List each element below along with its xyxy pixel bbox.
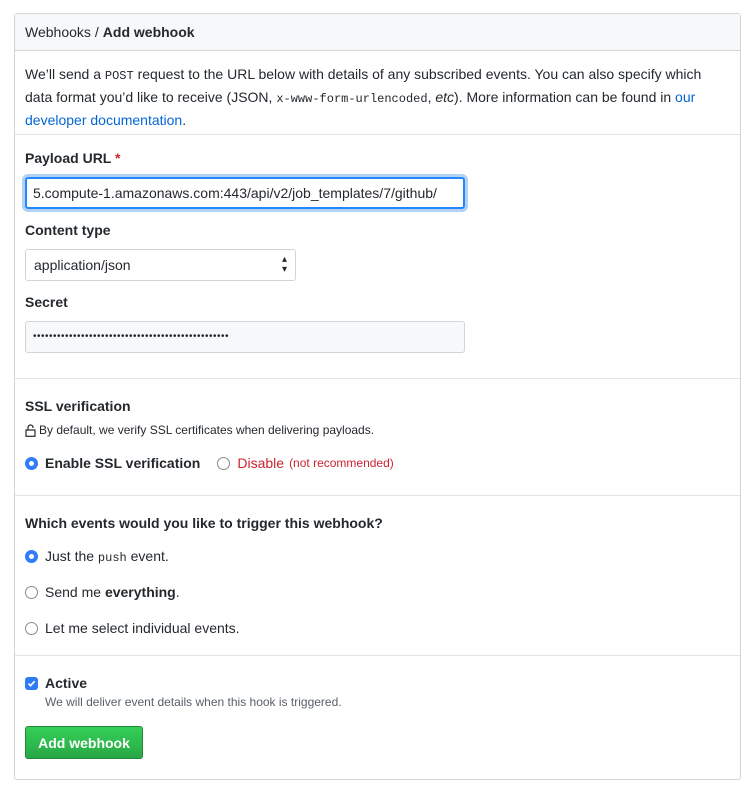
intro-part5: .	[182, 112, 187, 128]
ssl-options	[25, 455, 730, 471]
event-everything-bold: everything	[104, 584, 176, 600]
event-push-text-b: event.	[126, 547, 169, 564]
payload-url-input[interactable]: 5.compute-1.amazonaws.com:443/api/v2/job_templates/7/github/	[25, 177, 465, 209]
events-section	[15, 496, 740, 656]
ssl-disable-radio[interactable]	[217, 457, 230, 470]
intro-code-urlencoded: x-www-form-urlencoded	[276, 92, 428, 106]
intro-etc: etc	[435, 89, 455, 105]
content-type-label: Content type	[25, 222, 111, 238]
active-label[interactable]: Active	[45, 675, 88, 691]
ssl-title: SSL verification	[25, 398, 131, 414]
secret-label: Secret	[25, 294, 68, 310]
intro-part4: ). More information can be found in	[454, 89, 676, 105]
intro-part3: ,	[427, 89, 436, 105]
ssl-disable-note: (not recommended)	[289, 456, 394, 470]
event-option-everything[interactable]	[25, 574, 730, 610]
event-everything-text-b: .	[175, 584, 180, 600]
event-option-individual[interactable]	[25, 610, 730, 646]
select-arrows-icon: ▴ ▾	[281, 254, 287, 275]
active-checkbox[interactable]	[25, 677, 38, 690]
webhook-config-form	[15, 135, 740, 379]
intro-text	[15, 51, 740, 135]
breadcrumb-separator: /	[94, 24, 99, 40]
payload-url-label	[25, 150, 730, 166]
add-webhook-button[interactable]: Add webhook	[25, 726, 143, 759]
content-type-value: application/json	[34, 257, 131, 273]
breadcrumb-webhooks-link[interactable]: Webhooks	[25, 24, 91, 40]
ssl-note	[25, 423, 730, 437]
ssl-enable-label[interactable]: Enable SSL verification	[45, 455, 201, 471]
event-push-radio[interactable]	[25, 550, 38, 563]
ssl-enable-radio[interactable]	[25, 457, 38, 470]
event-push-text-a: Just the	[45, 547, 98, 564]
ssl-disable-option[interactable]	[217, 455, 393, 471]
active-section	[15, 656, 740, 759]
intro-part2: request to the URL below with details of any subscribed events. You can also specify which data format you’d like to receive (JSON,	[25, 66, 702, 105]
ssl-verification-section	[15, 379, 740, 496]
event-everything-text-a: Send me	[45, 584, 105, 600]
event-everything-radio[interactable]	[25, 586, 38, 599]
event-individual-label[interactable]: Let me select individual events.	[45, 620, 240, 636]
breadcrumb-current: Add webhook	[102, 24, 195, 40]
events-title: Which events would you like to trigger this webhook?	[25, 515, 383, 531]
unlock-icon	[25, 424, 36, 437]
content-type-select[interactable]	[25, 249, 296, 281]
intro-code-post: POST	[104, 69, 134, 83]
ssl-enable-option[interactable]	[25, 455, 200, 471]
checkmark-icon	[27, 679, 36, 688]
add-webhook-panel	[14, 13, 741, 780]
event-individual-radio[interactable]	[25, 622, 38, 635]
event-push-label[interactable]	[45, 548, 169, 565]
intro-part1: We’ll send a	[25, 66, 105, 82]
payload-url-label-text: Payload URL	[25, 150, 112, 166]
breadcrumb	[15, 14, 740, 51]
active-option[interactable]	[25, 675, 730, 691]
event-everything-label[interactable]	[45, 584, 180, 600]
active-note: We will deliver event details when this hook is triggered.	[45, 695, 342, 709]
ssl-note-text: By default, we verify SSL certificates when delivering payloads.	[39, 423, 375, 437]
ssl-disable-label[interactable]: Disable	[237, 455, 285, 471]
required-marker: *	[115, 150, 121, 166]
developer-docs-link[interactable]: our developer documentation	[25, 89, 696, 128]
event-option-push[interactable]	[25, 538, 730, 574]
event-push-code: push	[97, 550, 127, 565]
secret-input[interactable]: •••••••••••••••••••••••••••••••••••••••••••••••••	[25, 321, 465, 353]
